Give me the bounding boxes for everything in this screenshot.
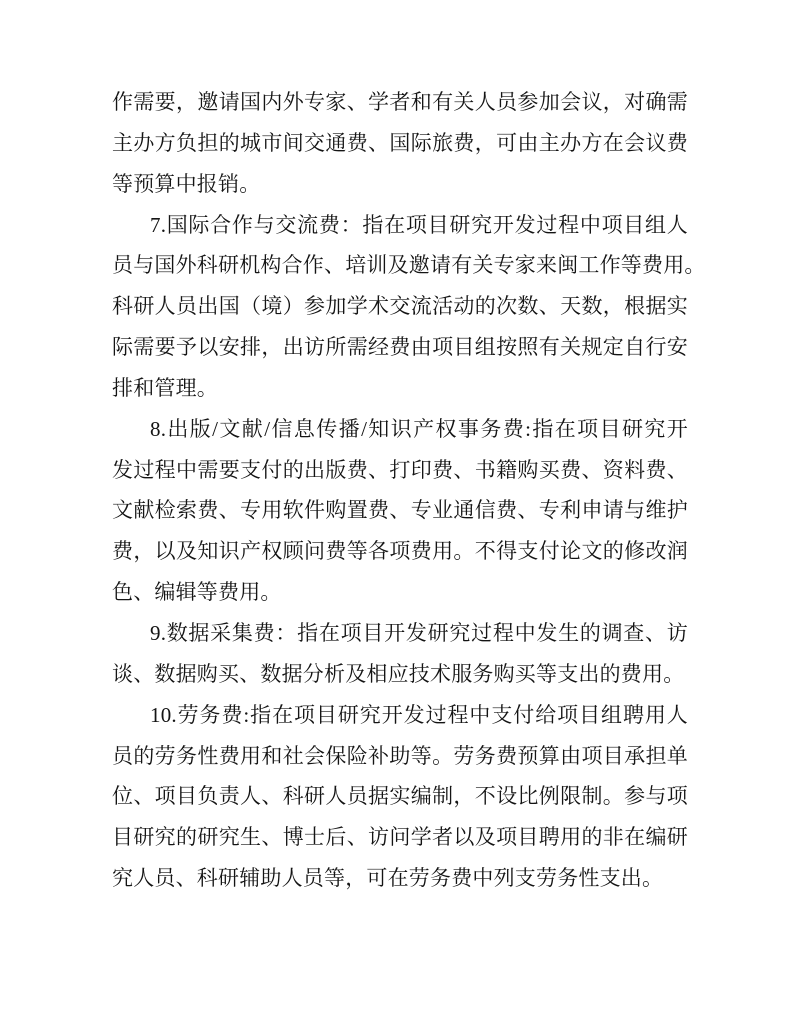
text-line: 科研人员出国（境）参加学术交流活动的次数、天数，根据实 [112,294,688,319]
text-line: 发过程中需要支付的出版费、打印费、书籍购买费、资料费、 [112,457,688,482]
text-line: 费，以及知识产权顾问费等各项费用。不得支付论文的修改润 [112,539,688,564]
text-line-item-7-start: 7.国际合作与交流费：指在项目研究开发过程中项目组人 [150,212,688,237]
text-line: 目研究的研究生、博士后、访问学者以及项目聘用的非在编研 [112,825,688,850]
text-line: 位、项目负责人、科研人员据实编制，不设比例限制。参与项 [112,784,688,809]
text-line: 究人员、科研辅助人员等，可在劳务费中列支劳务性支出。 [112,866,664,891]
text-line-item-8-start: 8.出版/文献/信息传播/知识产权事务费:指在项目研究开 [150,416,688,441]
text-line: 主办方负担的城市间交通费、国际旅费，可由主办方在会议费 [112,130,688,155]
text-line-item-9-start: 9.数据采集费：指在项目开发研究过程中发生的调查、访 [150,620,688,645]
text-line: 排和管理。 [112,375,218,400]
text-line: 作需要，邀请国内外专家、学者和有关人员参加会议，对确需 [112,90,688,114]
text-line: 等预算中报销。 [112,171,261,196]
text-line: 员与国外科研机构合作、培训及邀请有关专家来闽工作等费用。 [112,253,706,278]
text-line: 谈、数据购买、数据分析及相应技术服务购买等支出的费用。 [112,661,685,686]
text-line: 际需要予以安排，出访所需经费由项目组按照有关规定自行安 [112,335,688,360]
text-line: 色、编辑等费用。 [112,580,282,605]
text-line: 文献检索费、专用软件购置费、专业通信费、专利申请与维护 [112,498,688,523]
document-text-block [112,82,706,899]
text-line: 员的劳务性费用和社会保险补助等。劳务费预算由项目承担单 [112,743,688,768]
text-line-item-10-start: 10.劳务费:指在项目研究开发过程中支付给项目组聘用人 [150,702,688,727]
